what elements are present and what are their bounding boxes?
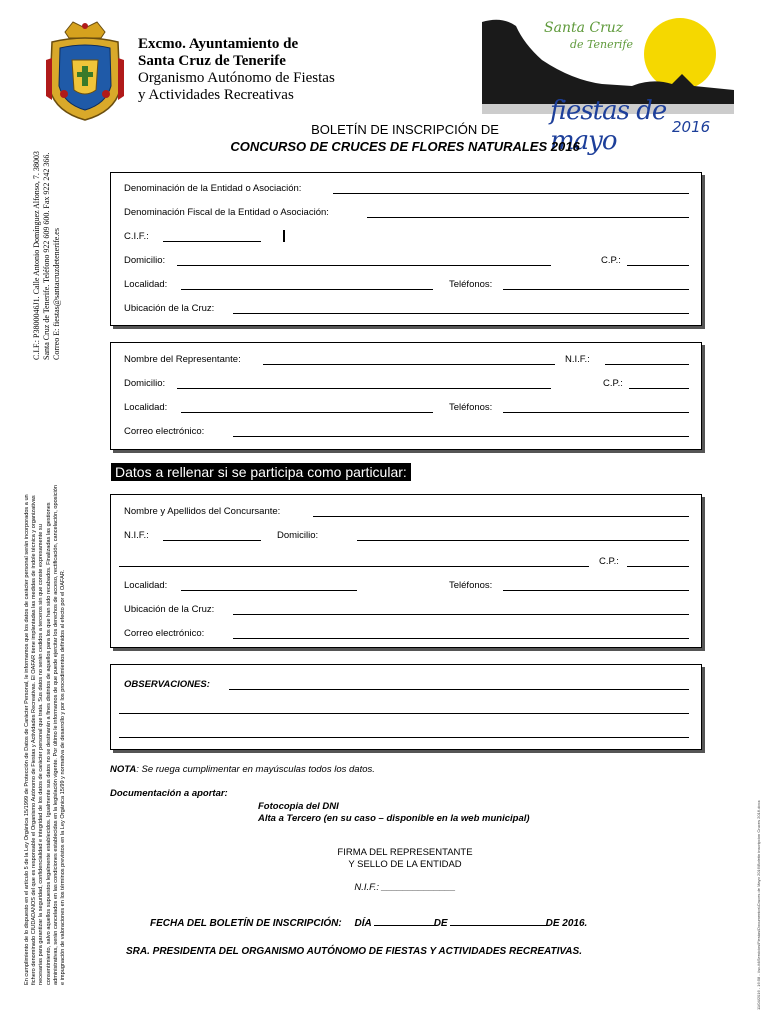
particular-section xyxy=(110,494,702,648)
side-legal-notice xyxy=(24,385,67,985)
coat-of-arms-logo xyxy=(42,20,128,124)
cross-location-field[interactable] xyxy=(233,313,689,314)
date-day-label: DÍA xyxy=(354,918,372,929)
participant-nif-label: N.I.F.: xyxy=(124,530,149,541)
logo-fiestas-text: fiestas de mayo xyxy=(550,96,667,156)
observations-line-1[interactable] xyxy=(229,689,689,690)
representative-name-field[interactable] xyxy=(263,364,555,365)
side-legal-line-6: e impugnación de valoraciones en los términos previstos en la Ley Orgánica 15/99 y normativa de desarrollo y por los procedimientos definidos al efecto por el OAFAR. xyxy=(60,569,67,985)
text-cursor xyxy=(283,230,285,242)
representative-nif-label: N.I.F.: xyxy=(565,354,590,365)
participant-cp-label: C.P.: xyxy=(599,556,619,567)
participant-cross-location-field[interactable] xyxy=(233,614,689,615)
participant-address-field[interactable] xyxy=(357,540,689,541)
date-row xyxy=(150,916,587,929)
date-month-field[interactable] xyxy=(450,916,546,926)
participant-address-field-2[interactable] xyxy=(119,566,589,567)
participant-email-label: Correo electrónico: xyxy=(124,628,205,639)
date-year-label: DE 2016. xyxy=(545,918,588,929)
representative-phones-field[interactable] xyxy=(503,412,689,413)
date-de-label-1: DE xyxy=(433,918,448,929)
cif-label: C.I.F.: xyxy=(124,231,149,242)
postal-code-field[interactable] xyxy=(627,265,689,266)
logo-city-top: Santa Cruz xyxy=(544,20,624,36)
documentation-item-dni: Fotocopia del DNI xyxy=(258,801,339,812)
locality-field[interactable] xyxy=(181,289,433,290)
side-legal-line-5: administrativas, serán cancelados en las condiciones establecidas en la legislación vigente. Por último le informamos de que puede ejercitar los derechos de acceso, rectificación, cancelación, oposición xyxy=(52,485,59,985)
side-address-line-3: Correo E: fiestas@santacruzdetenerife.es xyxy=(52,228,61,360)
form-subtitle: CONCURSO DE CRUCES DE FLORES NATURALES 2016 xyxy=(230,139,580,154)
header-line-1: Excmo. Ayuntamiento de xyxy=(138,36,299,52)
date-day-field[interactable] xyxy=(374,916,434,926)
participant-address-label: Domicilio: xyxy=(277,530,319,541)
side-legal-line-3: necesarias para garantizar la seguridad, confidencialidad e integridad de los datos de carácter personal que trata. Sus datos no serán cedidos a terceros sin que conste expresamente su xyxy=(38,524,45,985)
representative-cp-label: C.P.: xyxy=(603,378,623,389)
representative-locality-field[interactable] xyxy=(181,412,433,413)
side-legal-line-2: fichero denominado CIUDADANOS del que es responsable el Organismo Autónomo de Fiestas y Actividades Recreativas. El OAFAR tiene implantadas las medidas de índole técnica y organizativas xyxy=(31,495,38,985)
footer-recipient: SRA. PRESIDENTA DEL ORGANISMO AUTÓNOMO DE FIESTAS Y ACTIVIDADES RECREATIVAS. xyxy=(126,946,582,957)
representative-locality-label: Localidad: xyxy=(124,402,168,413)
participant-cp-field[interactable] xyxy=(627,566,689,567)
note-label: NOTA xyxy=(110,764,137,775)
signature-nif[interactable]: N.I.F.: ______________ xyxy=(354,882,456,893)
observations-line-3[interactable] xyxy=(119,737,689,738)
particular-banner: Datos a rellenar si se participa como particular: xyxy=(111,463,411,481)
logo-city-bottom: de Tenerife xyxy=(570,38,633,51)
documentation-label: Documentación a aportar: xyxy=(110,788,228,799)
participant-locality-field[interactable] xyxy=(181,590,357,591)
note-text: : Se ruega cumplimentar en mayúsculas todos los datos. xyxy=(136,764,375,775)
header-line-3: Organismo Autónomo de Fiestas xyxy=(138,70,335,86)
fiestas-de-mayo-logo xyxy=(482,14,734,156)
signature-line-2: Y SELLO DE LA ENTIDAD xyxy=(348,859,462,870)
note xyxy=(110,764,375,775)
form-title: BOLETÍN DE INSCRIPCIÓN DE xyxy=(311,122,499,137)
participant-locality-label: Localidad: xyxy=(124,580,168,591)
side-address xyxy=(32,151,62,360)
observations-section xyxy=(110,664,702,750)
logo-year: 2016 xyxy=(672,118,711,136)
entity-name-label: Denominación de la Entidad o Asociación: xyxy=(124,183,302,194)
side-legal-line-1: En cumplimiento de lo dispuesto en el artículo 5 de la Ley Orgánica 15/1999 de Protección de Datos de Carácter Personal, le informamos que los datos de carácter personal serán incorporados a un xyxy=(24,494,30,985)
representative-address-label: Domicilio: xyxy=(124,378,166,389)
side-address-line-2: Santa Cruz de Tenerife. Teléfono 922 609 600. Fax 922 242 366. xyxy=(42,152,51,360)
participant-phones-label: Teléfonos: xyxy=(449,580,493,591)
side-legal-line-4: consentimiento, salvo aquellos supuestos legalmente establecidos. Igualmente sus datos no se destinarán a fines distintos de aquellos para los que han sido recabados. Finalizadas las gestiones xyxy=(45,502,52,985)
participant-email-field[interactable] xyxy=(233,638,689,639)
entity-section xyxy=(110,172,702,326)
participant-cross-location-label: Ubicación de la Cruz: xyxy=(124,604,215,615)
phones-field[interactable] xyxy=(503,289,689,290)
entity-name-field[interactable] xyxy=(333,193,689,194)
header-line-2: Santa Cruz de Tenerife xyxy=(138,53,286,69)
representative-nif-field[interactable] xyxy=(605,364,689,365)
representative-email-field[interactable] xyxy=(233,436,689,437)
documentation-item-alta: Alta a Tercero (en su caso – disponible en la web municipal) xyxy=(258,813,530,824)
representative-phones-label: Teléfonos: xyxy=(449,402,493,413)
observations-line-2[interactable] xyxy=(119,713,689,714)
fiscal-name-label: Denominación Fiscal de la Entidad o Asociación: xyxy=(124,207,329,218)
representative-address-field[interactable] xyxy=(177,388,551,389)
date-label: FECHA DEL BOLETÍN DE INSCRIPCIÓN: xyxy=(150,918,342,929)
representative-name-label: Nombre del Representante: xyxy=(124,354,241,365)
participant-name-label: Nombre y Apellidos del Concursante: xyxy=(124,506,281,517)
participant-name-field[interactable] xyxy=(313,516,689,517)
signature-line-1: FIRMA DEL REPRESENTANTE xyxy=(337,847,473,858)
observations-label: OBSERVACIONES: xyxy=(124,679,210,690)
fiscal-name-field[interactable] xyxy=(367,217,689,218)
participant-nif-field[interactable] xyxy=(163,540,261,541)
cross-location-label: Ubicación de la Cruz: xyxy=(124,303,215,314)
address-label: Domicilio: xyxy=(124,255,166,266)
participant-phones-field[interactable] xyxy=(503,590,689,591)
header-line-4: y Actividades Recreativas xyxy=(138,87,294,103)
postal-code-label: C.P.: xyxy=(601,255,621,266)
representative-section xyxy=(110,342,702,450)
cif-field[interactable] xyxy=(163,241,261,242)
phones-label: Teléfonos: xyxy=(449,279,493,290)
locality-label: Localidad: xyxy=(124,279,168,290)
address-field[interactable] xyxy=(177,265,551,266)
representative-email-label: Correo electrónico: xyxy=(124,426,205,437)
right-margin-filepath: 11/04/2016 - 16:58 - \\sc-fd\Servicios\Fiestas\Documentos\Cruces de Mayo 2016\Boletin inscripcion Cruces 2016.docx xyxy=(756,800,761,1010)
representative-cp-field[interactable] xyxy=(629,388,689,389)
side-address-line-1: C.I.F.: P3800046J1. Calle Antonio Domínguez Alfonso, 7. 38003 xyxy=(32,151,41,360)
